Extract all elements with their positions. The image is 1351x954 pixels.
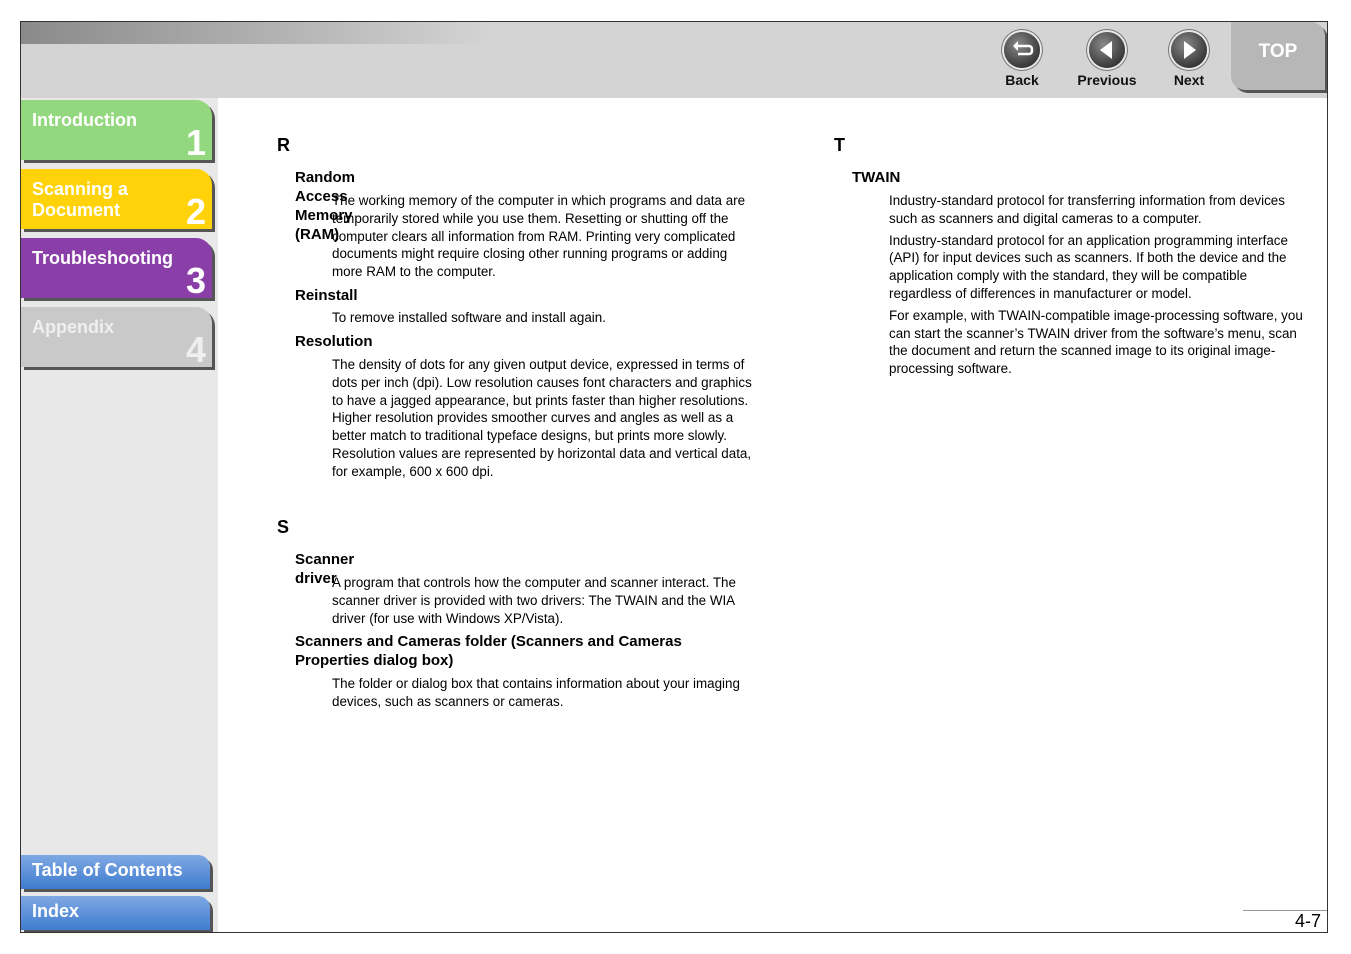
definition-text: The density of dots for any given output device, expressed in terms of dots per inch (dpi). Low resolution causes font characters and graphics to have a jagged appearance, but prints faster than higher resolutions. Higher resolution provides smoother curves and angles as well as a better match to traditional typeface designs, but prints more slowly. Resolution values are represented by horizontal data and vertical data, for example, 600 x 600 dpi.: [332, 357, 752, 479]
definition-scanners-and-cameras-folder: [332, 675, 752, 715]
next-button[interactable]: [1154, 32, 1224, 88]
definition-text: For example, with TWAIN-compatible image-processing software, you can start the scanner’s TWAIN driver from the software’s menu, scan the document and return the scanned image to its original image-processing software.: [889, 307, 1303, 377]
term-resolution: Resolution: [295, 333, 373, 350]
definition-twain: [889, 192, 1307, 382]
section-letter-r: R: [277, 135, 290, 155]
page-number: 4-7: [1294, 911, 1321, 931]
chapter-tab-troubleshooting[interactable]: [21, 238, 212, 301]
toolbar-gradient-strip: [21, 22, 491, 44]
previous-label: Previous: [1077, 72, 1137, 88]
top-button[interactable]: TOP: [1231, 22, 1325, 90]
chapter-tab-introduction[interactable]: [21, 100, 212, 163]
definition-text: Industry-standard protocol for an application programming interface (API) for input devices such as scanners. If both the device and the application comply with the standard, they will be compatible regardless of differences in manufacturer or model.: [889, 232, 1288, 301]
table-of-contents-button[interactable]: Table of Contents: [21, 855, 210, 889]
chapter-sidebar: [21, 98, 218, 932]
definition-text: Industry-standard protocol for transferring information from devices such as scanners and digital cameras to a computer.: [889, 193, 1285, 226]
term-scanners-and-cameras-folder: Scanners and Cameras folder (Scanners and Cameras Properties dialog box): [295, 633, 682, 669]
definition-reinstall: [332, 309, 752, 331]
next-arrow-icon: [1171, 32, 1207, 68]
next-label: Next: [1173, 72, 1205, 88]
term-twain: TWAIN: [852, 169, 901, 186]
chapter-number: 4: [185, 329, 206, 370]
definition-text: A program that controls how the computer and scanner interact. The scanner driver is provided with two drivers: The TWAIN and the WIA driver (for use with Windows XP/Vista).: [332, 575, 736, 626]
definition-scanner-driver: [332, 574, 752, 631]
term-scanner-driver: Scanner driver: [295, 551, 355, 587]
page-frame: [20, 21, 1328, 933]
back-button[interactable]: [987, 32, 1057, 88]
section-letter-t: T: [834, 135, 845, 155]
chapter-title: Scanning a Document: [32, 179, 129, 220]
back-label: Back: [1005, 72, 1039, 88]
section-letter-s: S: [277, 517, 290, 537]
previous-button[interactable]: [1072, 32, 1142, 88]
back-icon: [1004, 32, 1040, 68]
chapter-title: Introduction: [32, 110, 137, 130]
chapter-tab-appendix[interactable]: [21, 307, 212, 370]
previous-arrow-icon: [1089, 32, 1125, 68]
chapter-tab-scanning-a-document[interactable]: [21, 169, 212, 232]
chapter-number: 2: [185, 191, 206, 232]
chapter-number: 3: [185, 260, 206, 301]
definition-text: The working memory of the computer in which programs and data are temporarily stored while you use them. Resetting or shutting off the computer clears all information from RAM. Printing very complicated documents might require closing other running programs or adding more RAM to the computer.: [332, 193, 746, 280]
definition-ram: [332, 192, 752, 285]
definition-text: The folder or dialog box that contains information about your imaging devices, such as scanners or cameras.: [332, 676, 740, 709]
index-button[interactable]: Index: [21, 896, 210, 930]
term-reinstall: Reinstall: [295, 287, 358, 304]
top-toolbar: [21, 22, 1327, 98]
definition-resolution: [332, 356, 752, 485]
definition-text: To remove installed software and install again.: [332, 310, 606, 325]
term-ram: Random Access Memory (RAM): [295, 169, 355, 243]
chapter-title: Troubleshooting: [32, 248, 173, 268]
chapter-number: 1: [185, 122, 206, 163]
chapter-title: Appendix: [32, 317, 115, 337]
